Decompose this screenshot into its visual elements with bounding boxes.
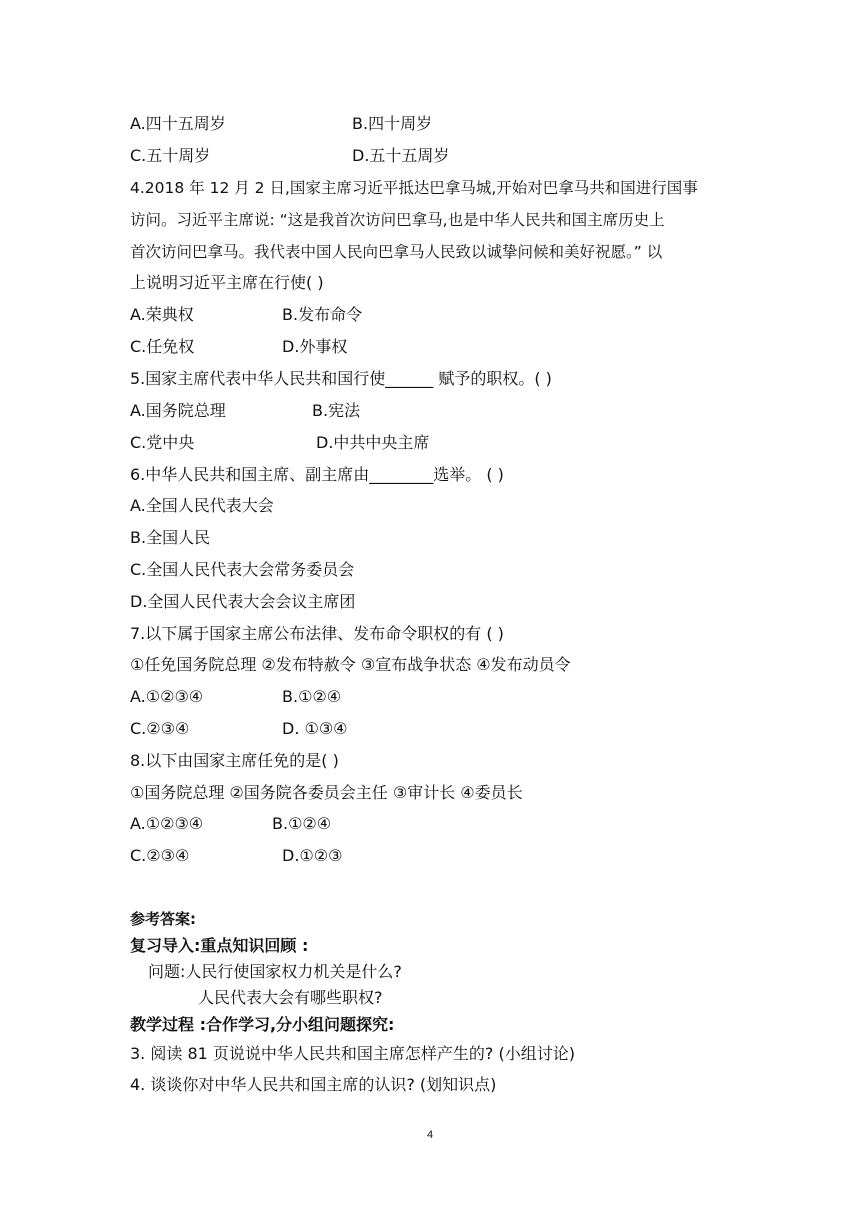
q5-option-a: A.国务院总理: [130, 401, 226, 420]
q6-option-c: C.全国人民代表大会常务委员会: [130, 560, 355, 579]
q4-stem-line2: 访问。习近平主席说: “这是我首次访问巴拿马,也是中华人民共和国主席历史上: [130, 211, 665, 229]
q6-option-d: D.全国人民代表大会会议主席团: [130, 592, 356, 611]
q4-option-c: C.任免权: [130, 337, 195, 356]
q8-option-c: C.②③④: [130, 846, 190, 865]
q8-option-b: B.①②④: [272, 814, 332, 833]
q7-option-d: D. ①③④: [282, 719, 348, 738]
q5-option-d: D.中共中央主席: [316, 433, 430, 452]
q4-stem-line3: 首次访问巴拿马。我代表中国人民向巴拿马人民致以诚挚问候和美好祝愿。” 以: [130, 243, 663, 261]
q5-stem: 5.国家主席代表中华人民共和国行使______ 赋予的职权。( ): [130, 369, 552, 388]
q4-stem-line4: 上说明习近平主席在行使( ): [130, 273, 324, 292]
answers-heading: 参考答案:: [130, 910, 196, 928]
q7-option-a: A.①②③④: [130, 687, 204, 706]
q6-stem: 6.中华人民共和国主席、副主席由________选举。 ( ): [130, 465, 504, 484]
q8-items: ①国务院总理 ②国务院各委员会主任 ③审计长 ④委员长: [130, 783, 523, 802]
q4-option-b: B.发布命令: [282, 305, 363, 324]
q3-option-c: C.五十周岁: [130, 146, 211, 165]
q4-stem-line1: 4.2018 年 12 月 2 日,国家主席习近平抵达巴拿马城,开始对巴拿马共和国进行国事: [130, 179, 698, 197]
process-item-3: 3. 阅读 81 页说说中华人民共和国主席怎样产生的? (小组讨论): [130, 1044, 575, 1063]
q8-option-d: D.①②③: [282, 846, 343, 865]
q7-option-c: C.②③④: [130, 719, 190, 738]
q7-items: ①任免国务院总理 ②发布特赦令 ③宣布战争状态 ④发布动员令: [130, 655, 571, 674]
q7-stem: 7.以下属于国家主席公布法律、发布命令职权的有 ( ): [130, 624, 504, 643]
q6-option-b: B.全国人民: [130, 528, 211, 547]
q7-option-b: B.①②④: [282, 687, 342, 706]
q5-option-b: B.宪法: [312, 401, 361, 420]
review-heading: 复习导入:重点知识回顾 :: [130, 936, 309, 955]
process-heading: 教学过程 :合作学习,分小组问题探究:: [130, 1015, 395, 1034]
q3-option-d: D.五十五周岁: [352, 146, 450, 165]
q3-option-b: B.四十周岁: [352, 114, 433, 133]
page-number: 4: [426, 1129, 434, 1141]
q8-stem: 8.以下由国家主席任免的是( ): [130, 751, 339, 770]
review-question-1: 问题:人民行使国家权力机关是什么?: [148, 962, 402, 981]
q4-option-d: D.外事权: [282, 337, 348, 356]
q4-option-a: A.荣典权: [130, 305, 194, 324]
q3-option-a: A.四十五周岁: [130, 114, 226, 133]
process-item-4: 4. 谈谈你对中华人民共和国主席的认识? (划知识点): [130, 1075, 497, 1094]
q8-option-a: A.①②③④: [130, 814, 204, 833]
review-question-2: 人民代表大会有哪些职权?: [198, 988, 383, 1007]
q6-option-a: A.全国人民代表大会: [130, 496, 274, 515]
q5-option-c: C.党中央: [130, 433, 195, 452]
